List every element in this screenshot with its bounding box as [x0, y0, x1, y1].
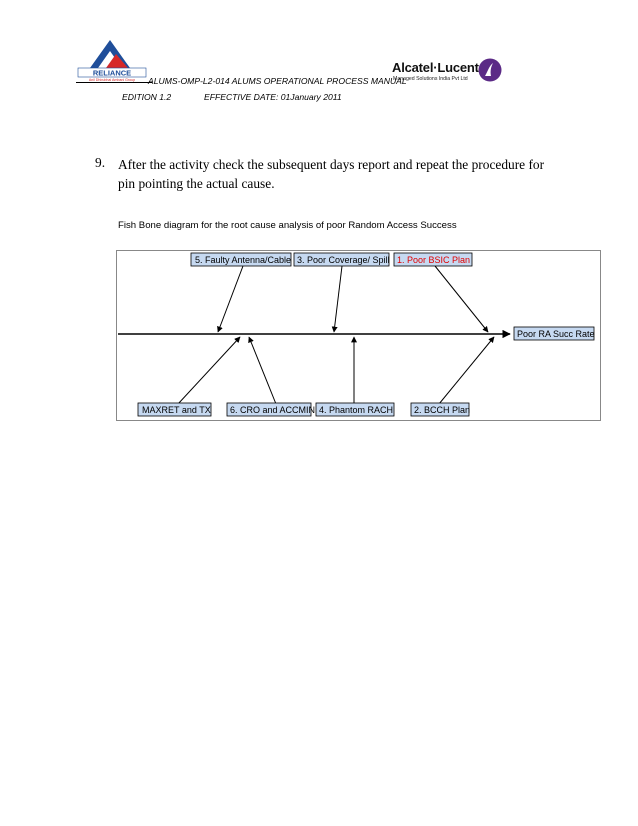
cause-label-bottom-1: MAXRET and TX — [142, 405, 211, 415]
effect-label: Poor RA Succ Rate — [517, 329, 595, 339]
effect-box — [514, 327, 595, 340]
header-rule — [76, 82, 152, 83]
reliance-logo-text: RELIANCE — [92, 68, 132, 78]
alcatel-lucent-subtext: Managed Solutions India Pvt Ltd — [393, 76, 468, 82]
cause-box-bottom-1 — [138, 403, 211, 416]
diagram-caption: Fish Bone diagram for the root cause analysis of poor Random Access Success — [118, 220, 457, 231]
cause-label-top-2: 3. Poor Coverage/ Spill — [297, 255, 390, 265]
document-edition: EDITION 1.2 — [122, 92, 172, 102]
document-title: ALUMS-OMP-L2-014 ALUMS OPERATIONAL PROCESS MANUAL — [148, 76, 407, 86]
alcatel-lucent-logo-icon — [478, 58, 502, 82]
cause-label-top-3: 1. Poor BSIC Plan — [397, 255, 471, 265]
cause-box-bottom-4 — [411, 403, 470, 416]
fishbone-diagram — [116, 250, 602, 422]
reliance-logo-tagline: Anil Dhirubhai Ambani Group — [88, 78, 136, 82]
cause-box-top-3 — [394, 253, 472, 266]
cause-box-top-1 — [191, 253, 291, 266]
step-number: 9. — [95, 155, 106, 170]
effective-date: EFFECTIVE DATE: 01January 2011 — [204, 92, 342, 102]
cause-box-bottom-3 — [316, 403, 394, 416]
reliance-logo — [76, 38, 148, 82]
cause-box-top-2 — [294, 253, 390, 266]
cause-label-bottom-2: 6. CRO and ACCMIN — [230, 405, 316, 415]
step-text: After the activity check the subsequent days report and repeat the procedure for pin pointing the actual cause. — [118, 157, 545, 191]
cause-label-bottom-4: 2. BCCH Plan — [414, 405, 471, 415]
alcatel-lucent-wordmark: Alcatel·Lucent — [392, 60, 479, 75]
cause-box-bottom-2 — [227, 403, 315, 416]
cause-label-bottom-3: 4. Phantom RACH — [319, 405, 394, 415]
cause-label-top-1: 5. Faulty Antenna/Cable — [195, 255, 292, 265]
